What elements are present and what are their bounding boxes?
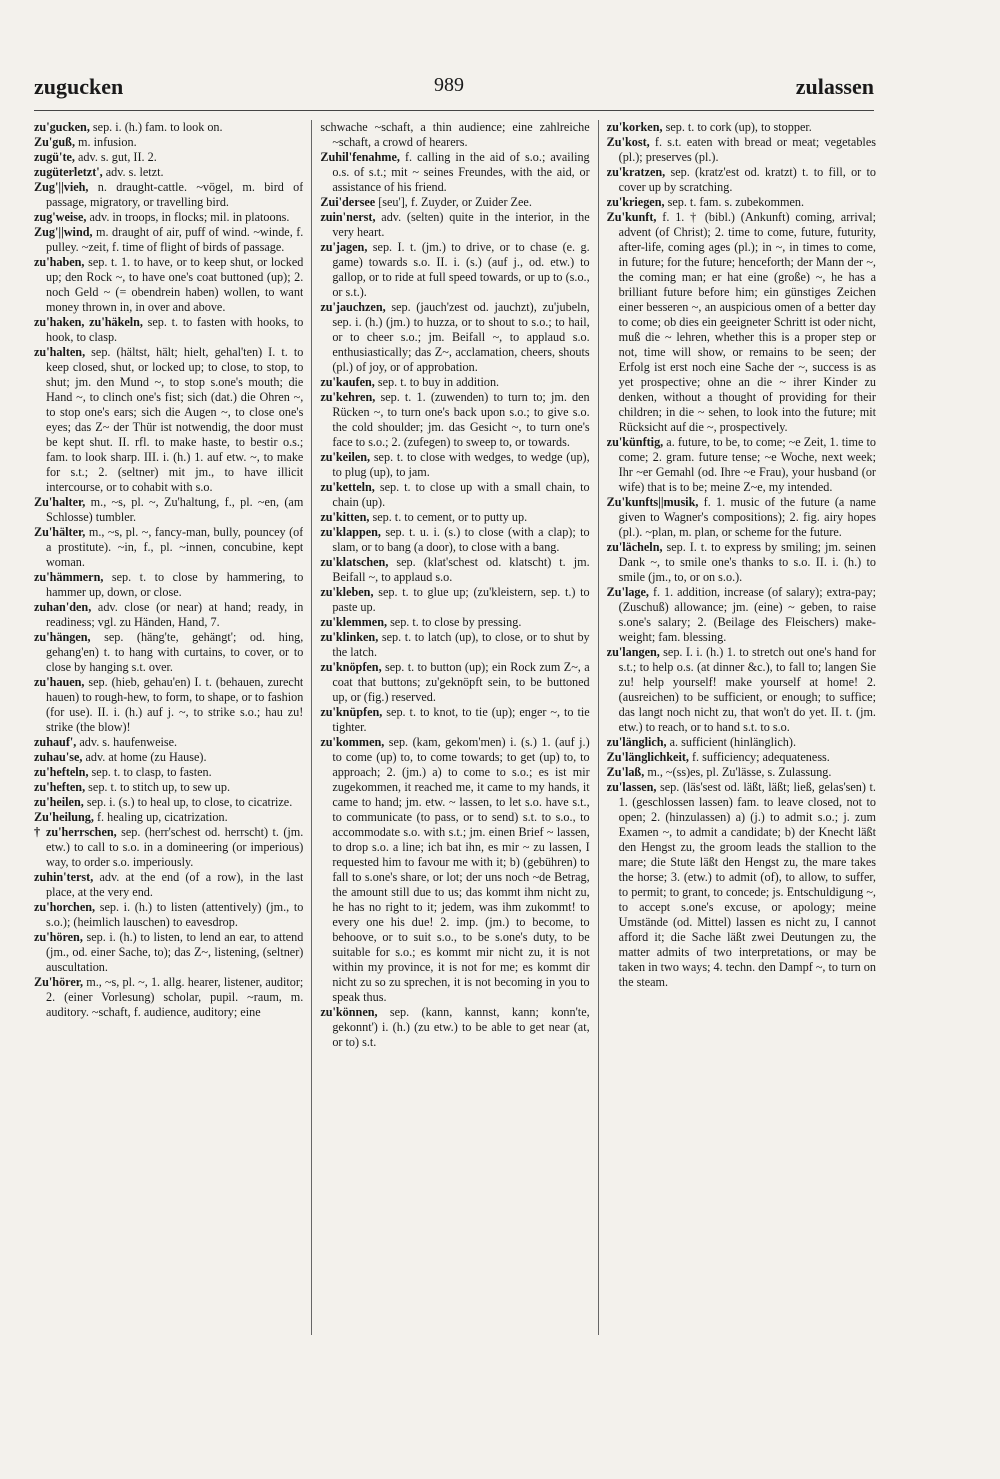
dictionary-entry — [607, 135, 876, 165]
entry-definition: sep. t. to latch (up), to close, or to shut by the latch. — [332, 630, 590, 659]
entry-headword: Zu'hörer, — [34, 975, 84, 989]
dictionary-entry — [607, 765, 876, 780]
entry-headword: zuhauf', — [34, 735, 77, 749]
entry-headword: zu'kitten, — [320, 510, 370, 524]
entry-definition: adv. s. gut, II. 2. — [74, 150, 157, 164]
entry-headword: zu'ketteln, — [320, 480, 375, 494]
entry-headword: Zu'länglichkeit, — [606, 750, 689, 764]
entry-headword: zuhau'se, — [34, 750, 83, 764]
column-2 — [320, 120, 589, 1335]
entry-definition: a. future, to be, to come; ~e Zeit, 1. time to come; 2. gram. future tense; ~e Woche, next week; Ihr ~er Gemahl (od. Ihre ~e Frau), your husband (or wife) that is to be; meine Z~e, my intended. — [618, 435, 876, 494]
entry-definition: adv. s. letzt. — [102, 165, 164, 179]
entry-headword: zu'jagen, — [320, 240, 368, 254]
header-rule — [34, 110, 874, 111]
entry-headword: zu'jauchzen, — [320, 300, 386, 314]
dictionary-entry — [607, 540, 876, 585]
entry-headword: Zu'heilung, — [34, 810, 94, 824]
entry-definition: schwache ~schaft, a thin audience; eine zahlreiche ~schaft, a crowd of hearers. — [320, 120, 590, 149]
entry-headword: zuin'nerst, — [320, 210, 376, 224]
entry-definition: sep. (klat'schest od. klatscht) t. jm. Beifall ~, to applaud s.o. — [332, 555, 590, 584]
entry-headword: zu'lächeln, — [606, 540, 663, 554]
dictionary-entry — [34, 120, 303, 135]
entry-definition: a. sufficient (hinlänglich). — [666, 735, 796, 749]
dictionary-entry — [320, 390, 589, 450]
entry-headword: zu'gucken, — [34, 120, 90, 134]
entry-definition: sep. t. to cork (up), to stopper. — [662, 120, 812, 134]
dictionary-entry — [320, 1005, 589, 1050]
entry-headword: zu'korken, — [606, 120, 663, 134]
running-head-left: zugucken — [34, 74, 124, 99]
entry-headword: zu'hören, — [34, 930, 83, 944]
dictionary-entry — [34, 180, 303, 210]
entry-definition: sep. t. to cement, or to putty up. — [369, 510, 528, 524]
entry-definition: sep. t. to close by hammering, to hammer up, down, or close. — [46, 570, 304, 599]
entry-definition: f. 1. † (bibl.) (Ankunft) coming, arrival; advent (of Christ); 2. time to come, future, futurity, after-life, coming ages (pl.); in ~, in times to come, in future; for the future; henceforth; der Mann der ~, the coming man; er hat eine (große) ~, he has a brilliant future before him; ein günstiges Zeichen einer besseren ~, an auspicious omen of a better day to come; ob dies ein geeigneter Schritt ist oder nicht, muß die ~ lehren, whether this is a proper step or not, time will show, or remains to be seen; der Erfolg ist erst noch eine Sache der ~, success is as yet prospective; ohne an die ~ ihrer Kinder zu denken, without a thought of providing for their children; in die ~ sehen, to look into the future; mit Rücksicht auf die ~, prospectively. — [618, 210, 876, 434]
entry-definition: f. 1. addition, increase (of salary); extra-pay; (Zuschuß) allowance; jm. (eine) ~ geben, to raise s.one's salary; 2. (Beilage des Fleischers) make-weight; fam. blessing. — [618, 585, 876, 644]
entry-definition: sep. (kann, kannst, kann; konn'te, gekonnt') i. (h.) (zu etw.) to be able to get near (at, or to) s.t. — [332, 1005, 590, 1049]
entry-definition: adv. at the end (of a row), in the last place, at the very end. — [46, 870, 304, 899]
entry-headword: zu'hauen, — [34, 675, 85, 689]
dictionary-entry — [320, 525, 589, 555]
entry-definition: sep. i. (h.) to listen, to lend an ear, to attend (jm., od. einer Sache, to); das Z~, listening, (seltner) auscultation. — [46, 930, 304, 974]
dictionary-entry — [34, 900, 303, 930]
entry-definition: sep. t. to buy in addition. — [374, 375, 500, 389]
entry-definition: n. draught-cattle. ~vögel, m. bird of passage, migratory, or travelling bird. — [46, 180, 304, 209]
entry-definition: sep. I. i. (h.) 1. to stretch out one's hand for s.t.; to help o.s. (at dinner &c.), to fall to; langen Sie zu! help yourself! make yourself at home! 2. (ausreichen) to be sufficient, or enough; to suffice; das langt noch nicht zu, that won't do yet. II. t. (jm. etw.) to reach, or to hand s.t. to s.o. — [618, 645, 876, 734]
entry-headword: zu'haben, — [34, 255, 85, 269]
dictionary-entry — [320, 735, 589, 1005]
entry-definition: sep. t. to close up with a small chain, to chain (up). — [332, 480, 590, 509]
entry-headword: zu'kommen, — [320, 735, 385, 749]
entry-definition: f. s.t. eaten with bread or meat; vegetables (pl.); preserves (pl.). — [618, 135, 876, 164]
entry-definition: sep. (hältst, hält; hielt, gehal'ten) I. t. to keep closed, shut, or locked up; to close, to stop, to shut; jm. den Mund ~, to stop s.one's mouth; die Hand ~, to clinch one's fist; sich (dat.) die Ohren ~, to stop one's ears; sich die Augen ~, to close one's eyes; das Z~ der Thür ist notwendig, the door must be kept shut. II. rfl. to make haste, to bestir o.s.; fam. to look sharp. III. i. (h.) 1. auf etw. ~, to make for s.t.; 2. (seltner) mit jm., to have illicit intercourse, or to cohabit with s.o. — [46, 345, 304, 494]
dictionary-entry — [34, 675, 303, 735]
entry-headword: Zui'dersee — [320, 195, 376, 209]
entry-headword: zu'halten, — [34, 345, 86, 359]
dictionary-entry — [320, 240, 589, 300]
entry-headword: Zu'halter, — [34, 495, 86, 509]
entry-definition: sep. t. 1. (zuwenden) to turn to; jm. den Rücken ~, to turn one's back upon s.o.; to give s.o. the cold shoulder; jm. das Gesicht ~, to turn one's face to s.o.; 2. (zufegen) to sweep to, or towards. — [332, 390, 590, 449]
entry-definition: sep. t. 1. to have, or to keep shut, or locked up; den Rock ~, to have one's coat buttoned (up); 2. noch Geld ~ (= obendrein haben) wollen, to want money thrown in, in over and above. — [46, 255, 304, 314]
entry-headword: Zu'kunfts||musik, — [606, 495, 699, 509]
dictionary-entry — [320, 150, 589, 195]
entry-headword: Zug'||wind, — [34, 225, 93, 239]
dictionary-entry — [607, 165, 876, 195]
entry-columns — [34, 120, 876, 1335]
dictionary-entry — [34, 975, 303, 1020]
entry-headword: Zu'kost, — [606, 135, 650, 149]
entry-definition: f. healing up, cicatrization. — [93, 810, 228, 824]
dictionary-entry — [34, 315, 303, 345]
dictionary-entry — [607, 585, 876, 645]
entry-headword: zu'hängen, — [34, 630, 91, 644]
entry-headword: Zu'guß, — [34, 135, 75, 149]
entry-definition: sep. t. to knot, to tie (up); enger ~, to tie tighter. — [332, 705, 590, 734]
entry-definition: m., ~s, pl. ~, Zu'haltung, f., pl. ~en, (am Schlosse) tumbler. — [46, 495, 304, 524]
entry-headword: zu'haken, zu'häkeln, — [34, 315, 143, 329]
entry-headword: Zu'lage, — [606, 585, 649, 599]
dictionary-entry — [34, 780, 303, 795]
dictionary-entry — [607, 120, 876, 135]
entry-definition: sep. (kratz'est od. kratzt) t. to fill, or to cover up by scratching. — [618, 165, 876, 194]
dictionary-entry — [34, 150, 303, 165]
entry-definition: sep. t. fam. s. zubekommen. — [664, 195, 804, 209]
entry-headword: zuhin'terst, — [34, 870, 94, 884]
entry-headword: zu'lassen, — [606, 780, 657, 794]
dictionary-entry — [34, 135, 303, 150]
entry-headword: zu'kleben, — [320, 585, 374, 599]
dictionary-entry — [34, 630, 303, 675]
dictionary-entry — [320, 480, 589, 510]
dictionary-entry — [34, 345, 303, 495]
entry-headword: zu'klatschen, — [320, 555, 389, 569]
entry-definition: sep. t. to glue up; (zu'kleistern, sep. t.) to paste up. — [332, 585, 590, 614]
dictionary-entry — [320, 195, 589, 210]
entry-definition: sep. i. (h.) fam. to look on. — [89, 120, 223, 134]
dictionary-entry — [607, 750, 876, 765]
dictionary-entry — [34, 255, 303, 315]
entry-headword: zu'keilen, — [320, 450, 371, 464]
entry-definition: sep. t. to clasp, to fasten. — [88, 765, 212, 779]
entry-definition: adv. in troops, in flocks; mil. in platoons. — [86, 210, 290, 224]
entry-definition: f. sufficiency; adequateness. — [688, 750, 830, 764]
entry-definition: sep. i. (s.) to heal up, to close, to cicatrize. — [83, 795, 293, 809]
running-head-right: zulassen — [795, 74, 874, 99]
dictionary-entry — [320, 660, 589, 705]
dictionary-entry — [34, 750, 303, 765]
dictionary-entry — [34, 210, 303, 225]
entry-headword: † zu'herrschen, — [34, 825, 117, 839]
entry-definition: sep. (herr'schest od. herrscht) t. (jm. etw.) to call to s.o. in a domineering (or imperious) way, to order s.o. imperiously. — [46, 825, 304, 869]
entry-headword: zu'heften, — [34, 780, 86, 794]
entry-headword: zug'weise, — [34, 210, 87, 224]
dictionary-entry — [320, 585, 589, 615]
entry-definition: adv. (selten) quite in the interior, in the very heart. — [332, 210, 590, 239]
entry-definition: m. infusion. — [75, 135, 137, 149]
entry-headword: zu'länglich, — [606, 735, 667, 749]
column-3 — [607, 120, 876, 1335]
dictionary-entry — [320, 630, 589, 660]
dictionary-entry — [34, 600, 303, 630]
column-divider — [598, 120, 599, 1335]
entry-headword: zugüterletzt', — [34, 165, 103, 179]
dictionary-entry — [607, 645, 876, 735]
dictionary-entry — [320, 705, 589, 735]
entry-headword: zu'heilen, — [34, 795, 84, 809]
entry-definition: m. draught of air, puff of wind. ~winde, f. pulley. ~zeit, f. time of flight of birds of passage. — [46, 225, 304, 254]
dictionary-entry — [34, 225, 303, 255]
entry-headword: zu'langen, — [606, 645, 660, 659]
dictionary-entry — [34, 165, 303, 180]
entry-headword: zu'klinken, — [320, 630, 379, 644]
entry-definition: f. 1. music of the future (a name given to Wagner's compositions); 2. fig. airy hopes (pl.). ~plan, m. plan, or scheme for the future. — [618, 495, 876, 539]
dictionary-entry — [34, 570, 303, 600]
dictionary-entry — [320, 210, 589, 240]
entry-headword: zu'können, — [320, 1005, 378, 1019]
dictionary-entry — [320, 450, 589, 480]
entry-headword: zu'klappen, — [320, 525, 381, 539]
dictionary-entry — [34, 525, 303, 570]
dictionary-entry — [320, 375, 589, 390]
dictionary-entry — [34, 495, 303, 525]
entry-definition: [seu'], f. Zuyder, or Zuider Zee. — [375, 195, 532, 209]
entry-headword: zu'hefteln, — [34, 765, 89, 779]
entry-headword: zuhan'den, — [34, 600, 92, 614]
entry-definition: sep. t. to close by pressing. — [387, 615, 522, 629]
entry-headword: Zuhil'fenahme, — [320, 150, 400, 164]
dictionary-entry — [607, 780, 876, 990]
entry-headword: zu'künftig, — [606, 435, 664, 449]
dictionary-entry — [34, 795, 303, 810]
entry-headword: zu'hämmern, — [34, 570, 104, 584]
entry-headword: Zu'hälter, — [34, 525, 86, 539]
entry-definition: sep. t. to close with wedges, to wedge (up), to plug (up), to jam. — [332, 450, 590, 479]
entry-definition: f. calling in the aid of s.o.; availing o.s. of s.t.; mit ~ seines Freundes, with the aid, or assistance of his friend. — [332, 150, 590, 194]
dictionary-entry — [320, 615, 589, 630]
dictionary-entry — [320, 120, 589, 150]
entry-definition: sep. (jauch'zest od. jauchzt), zu'jubeln, sep. i. (h.) (jm.) to huzza, or to shout to s.o.; to hail, or to cheer s.o.; jm. Beifall ~, to applaud s.o. enthusiastically; das Z~, acclamation, cheers, shouts (pl.) of joy, or of approbation. — [332, 300, 590, 374]
entry-headword: zu'klemmen, — [320, 615, 388, 629]
entry-headword: zu'kriegen, — [606, 195, 665, 209]
entry-headword: zu'knöpfen, — [320, 660, 382, 674]
dictionary-entry — [34, 735, 303, 750]
entry-definition: sep. i. (h.) to listen (attentively) (jm., to s.o.); (heimlich lauschen) to eavesdrop. — [46, 900, 304, 929]
dictionary-entry — [34, 810, 303, 825]
entry-headword: zu'kaufen, — [320, 375, 375, 389]
entry-headword: zu'kehren, — [320, 390, 376, 404]
dictionary-entry — [607, 495, 876, 540]
entry-definition: sep. t. to stitch up, to sew up. — [85, 780, 231, 794]
entry-definition: sep. I. t. to express by smiling; jm. seinen Dank ~, to smile one's thanks to s.o. II. i. (h.) to smile (jm., to, or on s.o.). — [618, 540, 876, 584]
dictionary-entry — [607, 435, 876, 495]
dictionary-entry — [320, 300, 589, 375]
entry-definition: sep. t. to button (up); ein Rock zum Z~, a coat that buttons; zu'geknöpft sein, to be buttoned up, or (fig.) reserved. — [332, 660, 590, 704]
entry-definition: sep. t. u. i. (s.) to close (with a clap); to slam, or to bang (a door), to close with a bang. — [332, 525, 590, 554]
page-number: 989 — [434, 74, 464, 96]
column-divider — [311, 120, 312, 1335]
entry-definition: adv. s. haufenweise. — [76, 735, 178, 749]
dictionary-entry — [607, 195, 876, 210]
entry-definition: adv. close (or near) at hand; ready, in readiness; vgl. zu Händen, Hand, 7. — [46, 600, 304, 629]
dictionary-entry — [607, 210, 876, 435]
dictionary-entry — [34, 825, 303, 870]
dictionary-entry — [320, 510, 589, 525]
dictionary-entry — [34, 765, 303, 780]
dictionary-entry — [34, 930, 303, 975]
entry-definition: sep. (häng'te, gehängt'; od. hing, gehang'en) t. to hang with curtains, to cover, or to close by hanging s.t. over. — [46, 630, 304, 674]
entry-definition: sep. t. to fasten with hooks, to hook, to clasp. — [46, 315, 304, 344]
entry-headword: Zu'kunft, — [606, 210, 657, 224]
dictionary-entry — [320, 555, 589, 585]
column-1 — [34, 120, 303, 1335]
entry-headword: zu'knüpfen, — [320, 705, 383, 719]
entry-definition: sep. (kam, gekom'men) i. (s.) 1. (auf j.) to come (up) to, to come towards; to get (up) to, to approach; 2. (jm.) a) to come to s.o.; es ist mir zugekommen, it reached me, it came to my hands, it came to hand; jm. etw. ~ lassen, to let s.o. have s.t., to communicate (to pass, or to send) s.t. to s.o., to accommodate s.o. with s.t.; jm. einen Brief ~ lassen, to drop s.o. a line; ich bat ihn, es mir ~ zu lassen, I requested him to favour me with it; b) (gebühren) to fall to s.one's share, or lot; der uns noch ~de Betrag, the amount still due to us; das kommt ihm nicht zu, he has no right to it; jedem, was ihm zukommt! to every one his due! 2. imp. (jm.) to become, to behoove, or to suit s.o., to be s.one's duty, to be suitable for s.o.; es kommt mir nicht zu, it is not within my province, it is not for me; es kommt dir nicht zu so zu sprechen, it is not becoming in you to speak thus. — [332, 735, 590, 1004]
entry-definition: m., ~(ss)es, pl. Zu'lässe, s. Zulassung. — [644, 765, 832, 779]
dictionary-entry — [34, 870, 303, 900]
entry-headword: zugü'te, — [34, 150, 75, 164]
dictionary-entry — [607, 735, 876, 750]
entry-definition: sep. (läs'sest od. läßt, läßt; ließ, gelas'sen) t. 1. (geschlossen lassen) fam. to leave closed, not to open; 2. (hinzulassen) a) (j.) to admit s.o.; j. zum Examen ~, to admit a candidate; b) der Knecht läßt den Hengst zu, the groom leads the stallion to the mare; die Stute läßt den Hengst zu, the mare takes the horse; 3. (etw.) to admit (of), to allow, to suffer, to permit; to grant, to concede; js. Entschuldigung ~, to accept s.one's excuse, or apology; meine Umstände (od. Mittel) lassen es nicht zu, I cannot afford it; die Sache läßt zwei Deutungen zu, the matter admits of two interpretations, or may be taken in two ways; 4. techn. den Dampf ~, to turn on the steam. — [618, 780, 876, 989]
entry-headword: zu'kratzen, — [606, 165, 666, 179]
entry-definition: sep. (hieb, gehau'en) I. t. (behauen, zurecht hauen) to rough-hew, to form, to shape, or to fashion (for use). II. i. (h.) auf j. ~, to strike s.o.; hau zu! strike (the blow)! — [46, 675, 304, 734]
entry-headword: Zu'laß, — [606, 765, 645, 779]
entry-definition: m., ~s, pl. ~, fancy-man, bully, pouncey (of a prostitute). ~in, f., pl. ~innen, concubine, kept woman. — [46, 525, 304, 569]
entry-definition: adv. at home (zu Hause). — [82, 750, 207, 764]
entry-definition: m., ~s, pl. ~, 1. allg. hearer, listener, auditor; 2. (einer Vorlesung) scholar, pupil. ~raum, m. auditory. ~schaft, f. audience, auditory; eine — [46, 975, 304, 1019]
page-header — [34, 74, 874, 104]
entry-definition: sep. I. t. (jm.) to drive, or to chase (e. g. game) towards s.o. II. i. (s.) (auf j., od. etw.) to gallop, or to ride at full speed towards, or up to (s.o., or s.t.). — [332, 240, 590, 299]
entry-headword: Zug'||vieh, — [34, 180, 89, 194]
entry-headword: zu'horchen, — [34, 900, 96, 914]
